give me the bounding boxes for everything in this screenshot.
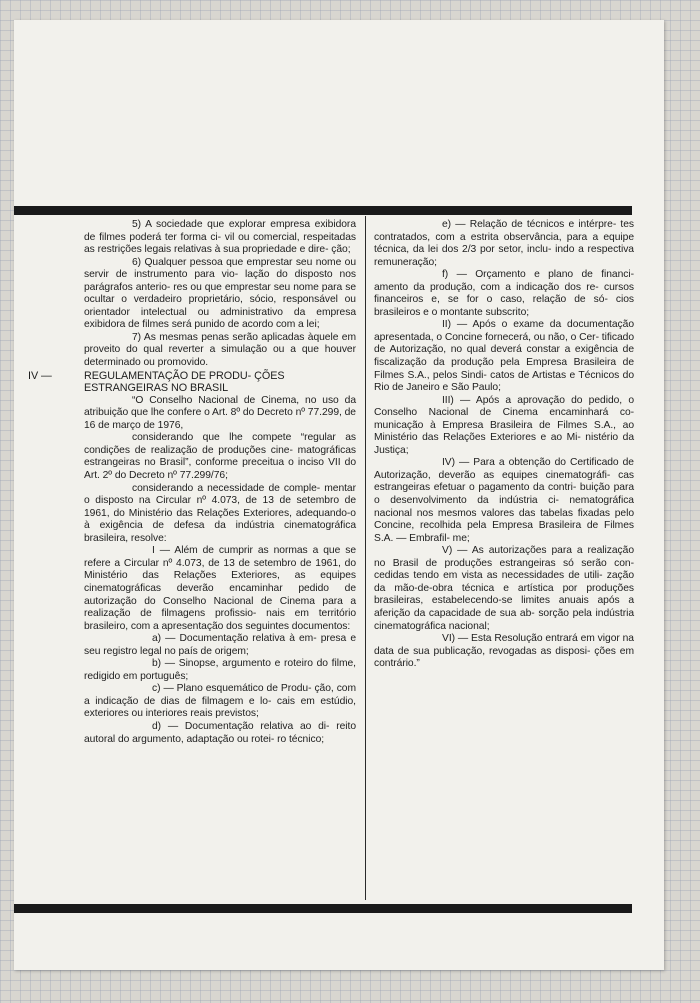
paragraph: “O Conselho Nacional de Cinema, no uso da atribuição que lhe confere o Art. 8º do Decreto nº 77.299, de 16 de março de 1976,	[84, 394, 356, 431]
bottom-rule	[14, 904, 632, 913]
paragraph: 7) As mesmas penas serão aplicadas àquele em proveito do qual reverter a simulação ou a que houver determinado ou promovido.	[84, 331, 356, 369]
paragraph: a) — Documentação relativa à em- presa e seu registro legal no país de origem;	[84, 633, 356, 657]
paragraph: V) — As autorizações para a realização no Brasil de produções estrangeiras só serão con- cedidas tendo em vista as necessidades de utili- zação da mão-de-obra técnica e artística por produções brasileiras, estabelecendo-se limites anuais após a aferição da capacidade de sua ab- sorção pela indústria cinematográfica nacional;	[374, 545, 634, 632]
section-title: REGULAMENTAÇÃO DE PRODU- ÇÕES ESTRANGEIRAS NO BRASIL	[84, 369, 285, 395]
paragraph: f) — Orçamento e plano de financi- amento da produção, com a indicação dos re- cursos financeiros e, se for o caso, relação de só- cios brasileiros e o montante subscrito;	[374, 269, 634, 318]
right-column	[374, 219, 634, 671]
paragraph: e) — Relação de técnicos e intérpre- tes contratados, com a estrita observância, para a equipe técnica, da lei dos 2/3 por setor, inclu- indo a respectiva remuneração;	[374, 219, 634, 268]
paragraph: III) — Após a aprovação do pedido, o Conselho Nacional de Cinema encaminhará co- municação à Empresa Brasileira de Filmes S.A., ao Ministério das Relações Exteriores e ao Mi- nistério da Justiça;	[374, 394, 634, 456]
paragraph: b) — Sinopse, argumento e roteiro do filme, redigido em português;	[84, 658, 356, 682]
paragraph: I — Além de cumprir as normas a que se refere a Circular nº 4.073, de 13 de setembro de 1961, do Ministério das Relações Exteriores, as equipes cinematográficas deverão encaminhar pedido de autorização do Conselho Nacional de Cinema para a realização de filmagens profissio- nais em território brasileiro, com a apresentação dos seguintes documentos:	[84, 545, 356, 632]
paragraph: considerando que lhe compete “regular as condições de realização de produções cine- matográficas estrangeiras no Brasil”, conforme preceitua o inciso VII do Art. 2º do Decreto nº 77.299/76;	[84, 432, 356, 482]
document-page	[14, 20, 664, 970]
paragraph: d) — Documentação relativa ao di- reito autoral do argumento, adaptação ou rotei- ro técnico;	[84, 720, 356, 745]
section-number: IV —	[28, 369, 52, 382]
paragraph: VI) — Esta Resolução entrará em vigor na data de sua publicação, revogadas as disposi- ções em contrário.”	[374, 633, 634, 670]
left-column	[28, 219, 356, 746]
section-heading	[28, 369, 356, 395]
paragraph: 6) Qualquer pessoa que emprestar seu nome ou servir de instrumento para vio- lação do disposto nos parágrafos anterio- res ou que emprestar seu nome para se ocultar o verdadeiro proprietário, sócio, responsável ou orientador intelectual ou administrativo da empresa exibidora de filmes será punido de acordo com a lei;	[84, 256, 356, 331]
paragraph: c) — Plano esquemático de Produ- ção, com a indicação de dias de filmagem e lo- cais em estúdio, exteriores ou interiores reais previstos;	[84, 683, 356, 720]
paragraph: IV) — Para a obtenção do Certificado de Autorização, deverão as equipes cinematográfi- cas estrangeiras efetuar o pagamento da contri- buição para o desenvolvimento da indústria ci- nematográfica nacional nos mesmos valores das tabelas fixadas pelo Concine, recolhida pela Empresa Brasileira de Filmes S.A. — Embrafil- me;	[374, 457, 634, 544]
paragraph: II) — Após o exame da documentação apresentada, o Concine fornecerá, ou não, o Cer- tificado de Autorização, no qual deverá constar a exigência de fiscalização da produção pela Empresa Brasileira de Filmes S.A., pelos Sindi- catos de Artistas e Técnicos do Rio de Janeiro e São Paulo;	[374, 319, 634, 394]
column-divider	[365, 216, 366, 900]
paragraph: 5) A sociedade que explorar empresa exibidora de filmes poderá ter forma ci- vil ou comercial, respeitadas as restrições legais relativas à sua propriedade e dire- ção;	[84, 219, 356, 256]
top-rule	[14, 206, 632, 215]
paragraph: considerando a necessidade de comple- mentar o disposto na Circular nº 4.073, de 13 de setembro de 1961, do Ministério das Relações Exteriores, adequando-o à exigência de defesa da indústria cinematográfica brasileira, resolve:	[84, 482, 356, 544]
